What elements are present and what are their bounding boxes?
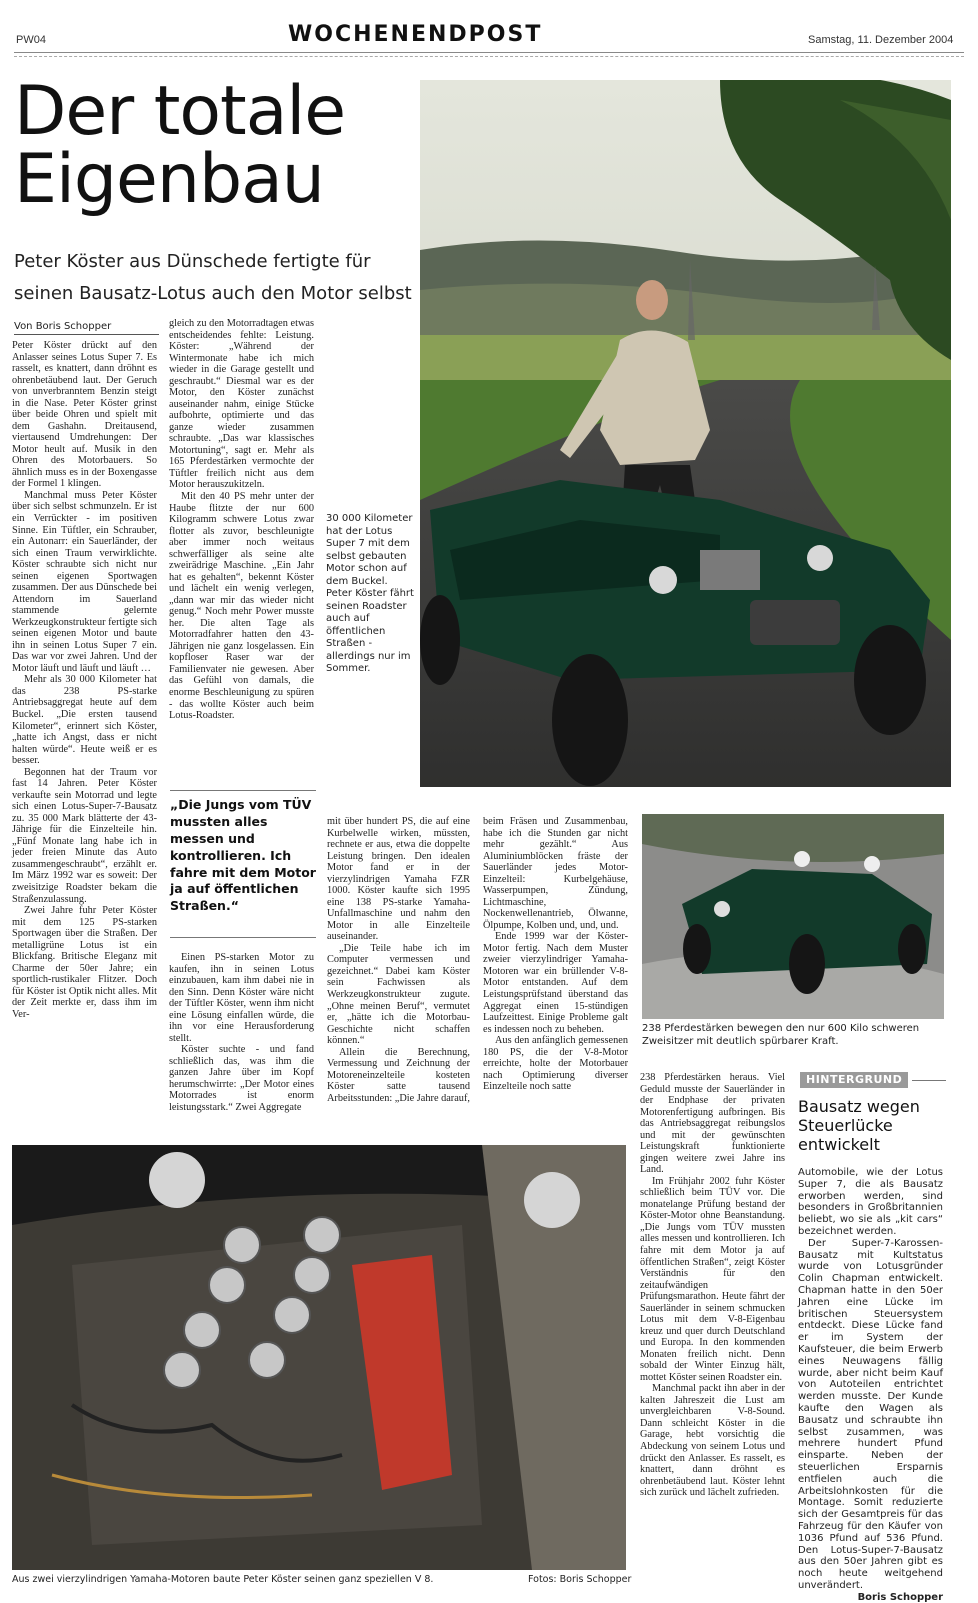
paragraph: Einen PS-starken Motor zu kaufen, ihn in seinen Lotus einzubauen, kam ihm dabei nie in den Sinn. Denn Köster wäre nicht der Tüftler Köster, wenn ihm nicht eine Lösung einfallen würde, die ihn vor eine Herausforderung stellt. [169,952,314,1044]
paragraph: Manchmal packt ihn aber in der kalten Jahreszeit die Lust am unvergleichbaren V-8-Sound. Dann schleicht Köster in die Garage, hebt vorsichtig die Abdeckung von seinem Lotus und drückt den Anlasser. Es rasselt, es knattert, dann dröhnt es ohrenbetäubend laut. Köster lehnt sich zurück und lächelt zufrieden. [640,1383,785,1499]
paragraph: beim Fräsen und Zusammenbau, habe ich die Stunden gar nicht mehr gezählt.“ Aus Aluminiumblöcken fräste der Sauerländer jedes Motor-Einzelteil: Kurbelgehäuse, Wasserpumpen, Zündung, Lichtmaschine, Nockenwellenantrieb, Ölwanne, Ölpumpe, Kolben und, und, und. [483,816,628,931]
masthead-rule-dashed [14,56,964,57]
paragraph: Peter Köster drückt auf den Anlasser seines Lotus Super 7. Es rasselt, es knattert, dann dröhnt es ohrenbetäubend laut. Der Geruch von unverbranntem Benzin steigt in die Nase. Peter Köster grinst über beide Ohren und spielt mit dem Gashahn. Dreitausend, viertausend Umdrehungen: Der Motor heult auf. Musik in den Ohren des Motorbauers. So ähnlich muss es in der Boxengasse der Formel 1 klingen. [12,340,157,490]
photo-credit: Fotos: Boris Schopper [528,1574,632,1585]
article-column-1 [12,340,157,1020]
photo-car-on-track [642,814,944,1019]
article-subhead [14,246,414,309]
background-tag: HINTERGRUND [800,1072,908,1088]
paragraph: Mit den 40 PS mehr unter der Haube flitzte der nur 600 Kilogramm schwere Lotus zwar flotter als zuvor, beschleunigte aber immer noch weitaus schwerfälliger als seine alte zweirädrige Maschine. „Ein Jahr hat es gehalten“, bekennt Köster und lächelt ein wenig verlegen, „dann war mir das wieder nicht genug.“ Noch mehr Power musste her. Die alten Tage als Motorradfahrer hatten den 43-Jährigen nie ganz losgelassen. Ein kopfloser Raser war der Familienvater nie gewesen. Aber das Gefühl von damals, die enorme Beschleunigung zu spüren - das wollte Köster auch beim Lotus-Roadster. [169,490,314,722]
masthead [0,0,978,60]
caption-engine: Aus zwei vierzylindrigen Yamaha-Motoren baute Peter Köster seinen ganz speziellen V 8. [12,1574,434,1585]
article-column-3 [327,816,470,1104]
article-headline [14,72,414,219]
page-number: PW04 [16,34,46,46]
paragraph: Manchmal muss Peter Köster über sich selbst schmunzeln. Er ist ein Verrückter - im positiven Sinne. Ein Tüftler, ein Schrauber, ein Autonarr: ein Sauerländer, der sich einen Traum verwirklichte. Köster schraubte sich nicht nur seinen eigenen Sportwagen zusammen. Der aus Dünschede bei Attendorn im Sauerland stammende gelernte Werkzeugkonstrukteur fertigte sich seinen eigenen Motor und baute ihn in seinen Lotus Super 7 ein. Das war vor zwei Jahren. Und der Motor läuft und läuft und läuft … [12,489,157,674]
article-column-5 [640,1072,785,1499]
paragraph: Köster suchte - und fand schließlich das, was ihm die ganzen Jahre über im Kopf herumschwirrte: „Der Motor eines Motorrades ist enorm leistungsstark.“ Zwei Aggregate [169,1044,314,1113]
paragraph: Ende 1999 war der Köster-Motor fertig. Nach dem Muster zweier vierzylindriger Yamaha-Motoren war ein brüllender V-8-Motor entstanden. Auf dem Leistungsprüfstand überstand das Aggregat einen 15-stündigen Laufzeittest. Einige Probleme galt es indessen noch zu beheben. [483,931,628,1035]
paragraph: mit über hundert PS, die auf eine Kurbelwelle wirken, müssten, rechnete er aus, etwa die doppelte Leistung bringen. Den idealen Motor fand er in der vierzylindrigen Yamaha FZR 1000. Köster kaufte sich 1995 eine 138 PS-starke Yamaha-Unfallmaschine und nahm den Motor in alle Einzelteile auseinander. [327,816,470,943]
newspaper-title: WOCHENENDPOST [288,22,543,47]
article-column-4 [483,816,628,1093]
subhead-line-2: seinen Bausatz-Lotus auch den Motor selbst [14,282,412,304]
byline: Von Boris Schopper [14,321,159,335]
headline-line-1: Der totale [14,72,346,151]
sidebar-body [798,1167,943,1603]
subhead-line-1: Peter Köster aus Dünschede fertigte für [14,251,371,272]
paragraph: „Die Teile habe ich im Computer vermessen und gezeichnet.“ Dabei kam Köster sein Fachwissen als Werkzeugkonstrukteur zugute. „Ohne meinen Beruf“, vermutet er, „hätte ich die Motorbau-Geschichte nicht schaffen können.“ [327,942,470,1047]
paragraph: Zwei Jahre fuhr Peter Köster mit dem 125 PS-starken Sportwagen über die Straßen. Der metalligrüne Lotus ist ein Blickfang. Britische Eleganz mit Charme der 50er Jahre; ein sportlich-rustikaler Flitzer. Doch für Köster ist Optik nicht alles. Mit der Zeit merkte er, dass ihm im Ver- [12,905,157,1020]
signature-text: Boris Schopper [857,1591,943,1603]
issue-date: Samstag, 11. Dezember 2004 [808,34,954,46]
photo-car-on-track-graphic [642,814,944,1019]
paragraph: Allein die Berechnung, Vermessung und Zeichnung der Motoreneinzelteile kosteten Köster satte tausend Arbeitsstunden: „Die Jahre darauf, [327,1046,470,1104]
sidebar-title: Bausatz wegen Steuerlücke entwickelt [798,1097,920,1155]
paragraph: Im Frühjahr 2002 fuhr Köster schließlich beim TÜV vor. Die monatelange Prüfung bestand der Köster-Motor ohne Beanstandung. „Die Jungs vom TÜV mussten alles messen und kontrollieren. Ich fahre mit dem Motor ja auf öffentlichen Straßen“, zeigt Köster Verständnis für den zeitaufwändigen Prüfungsmarathon. Heute fährt der Sauerländer in seinem schmucken Lotus mit dem V-8-Eigenbau kreuz und quer durch Deutschland und Europa. In den kommenden Monaten freilich nicht. Denn sobald der Winter Einzug hält, mottet Köster seinen Roadster ein. [640,1175,785,1383]
pull-quote: „Die Jungs vom TÜV mussten alles messen und kontrollieren. Ich fahre mit dem Motor ja auf öffentlichen Straßen.“ [170,790,316,938]
photo-side-caption: 30 000 Kilometer hat der Lotus Super 7 mit dem selbst gebauten Motor schon auf dem Buckel. Peter Köster fährt seinen Roadster auch auf öffentlichen Straßen - allerdings nur im Sommer. [326,513,414,674]
paragraph: Begonnen hat der Traum vor fast 14 Jahren. Peter Köster verkaufte sein Motorrad und legte sich einen Lotus-Super-7-Bausatz zu. 35 000 Mark blätterte der 43-Jährige für die Einzelteile hin. „Fünf Monate lang habe ich in jeder freien Minute das Auto zusammengeschraubt“, erzählt er. Im März 1992 war es soweit: Der zweisitzige Roadster bekam die Straßenzulassung. [12,766,157,905]
caption-car-on-track: 238 Pferdestärken bewegen den nur 600 Kilo schweren Zweisitzer mit deutlich spürbarer Kraft. [642,1023,920,1047]
paragraph: Automobile, wie der Lotus Super 7, die als Bausatz erworben werden, sind besonders in Großbritannien beliebt, wo sie als „kit cars“ bezeichnet werden. [798,1167,943,1237]
paragraph: Mehr als 30 000 Kilometer hat das 238 PS-starke Antriebsaggregat heute auf dem Buckel. „Die ersten tausend Kilometer“, erinnert sich Köster, „hatte ich Angst, dass er nicht halten würde“. Heute weiß er es besser. [12,674,157,767]
paragraph: Der Super-7-Karossen-Bausatz mit Kultstatus wurde von Lotusgründer Colin Chapman entwickelt. Chapman hatte in den 50er Jahren eine Lücke im britischen Steuersystem entdeckt. Diese Lücke fand er im System der Kaufsteuer, die beim Erwerb eines Neuwagens fällig wurde, aber nicht beim Kauf von Autoteilen entrichtet werden musste. Der Kunde kaufte den Wagen als Bausatz und schraubte ihn selbst zusammen, was mehrere hundert Pfund einsparte. Neben der steuerlichen Ersparnis entfielen auch die Arbeitslohnkosten für die Montage. Somit reduzierte sich der Gesamtpreis für das Fahrzeug für den Käufer von 1036 Pfund auf 536 Pfund. Den Lotus-Super-7-Bausatz aus den 50er Jahren gibt es noch heute weitgehend unverändert. [798,1237,943,1591]
tag-rule [912,1080,946,1081]
photo-man-with-car [420,80,951,787]
sidebar-signature [798,1592,943,1603]
article-column-2-top [169,318,314,722]
photo-man-with-car-graphic [420,80,951,787]
photo-v8-engine-graphic [12,1145,626,1570]
headline-line-2: Eigenbau [14,140,324,219]
masthead-rule [14,52,964,53]
paragraph: gleich zu den Motorradtagen etwas entscheidendes fehlte: Leistung. Köster: „Während der Wintermonate habe ich mich wieder in die Garage gestellt und geschraubt.“ Diesmal war es der Motor, den Köster zunächst auseinander nahm, einige Stücke aufbohrte, optimierte und das ganze wieder zusammen schraubte. „Das war klassisches Motortuning“, sagt er. Mehr als 165 Pferdestärken vermochte der Tüftler freilich nicht aus dem Motor herauszukitzeln. [169,318,314,491]
paragraph: 238 Pferdestärken heraus. Viel Geduld musste der Sauerländer in der Endphase der privaten Motorenfertigung aufbringen. Bis das Antriebsaggregat reibungslos und mit der gewünschten Leistungskraft funktionierte gingen weitere zwei Jahre ins Land. [640,1072,785,1176]
article-column-2-bottom [169,952,314,1113]
paragraph: Aus den anfänglich gemessenen 180 PS, die der V-8-Motor erreichte, holte der Motorbauer nach Optimierung diverser Einzelteile noch satte [483,1035,628,1093]
photo-v8-engine [12,1145,626,1570]
